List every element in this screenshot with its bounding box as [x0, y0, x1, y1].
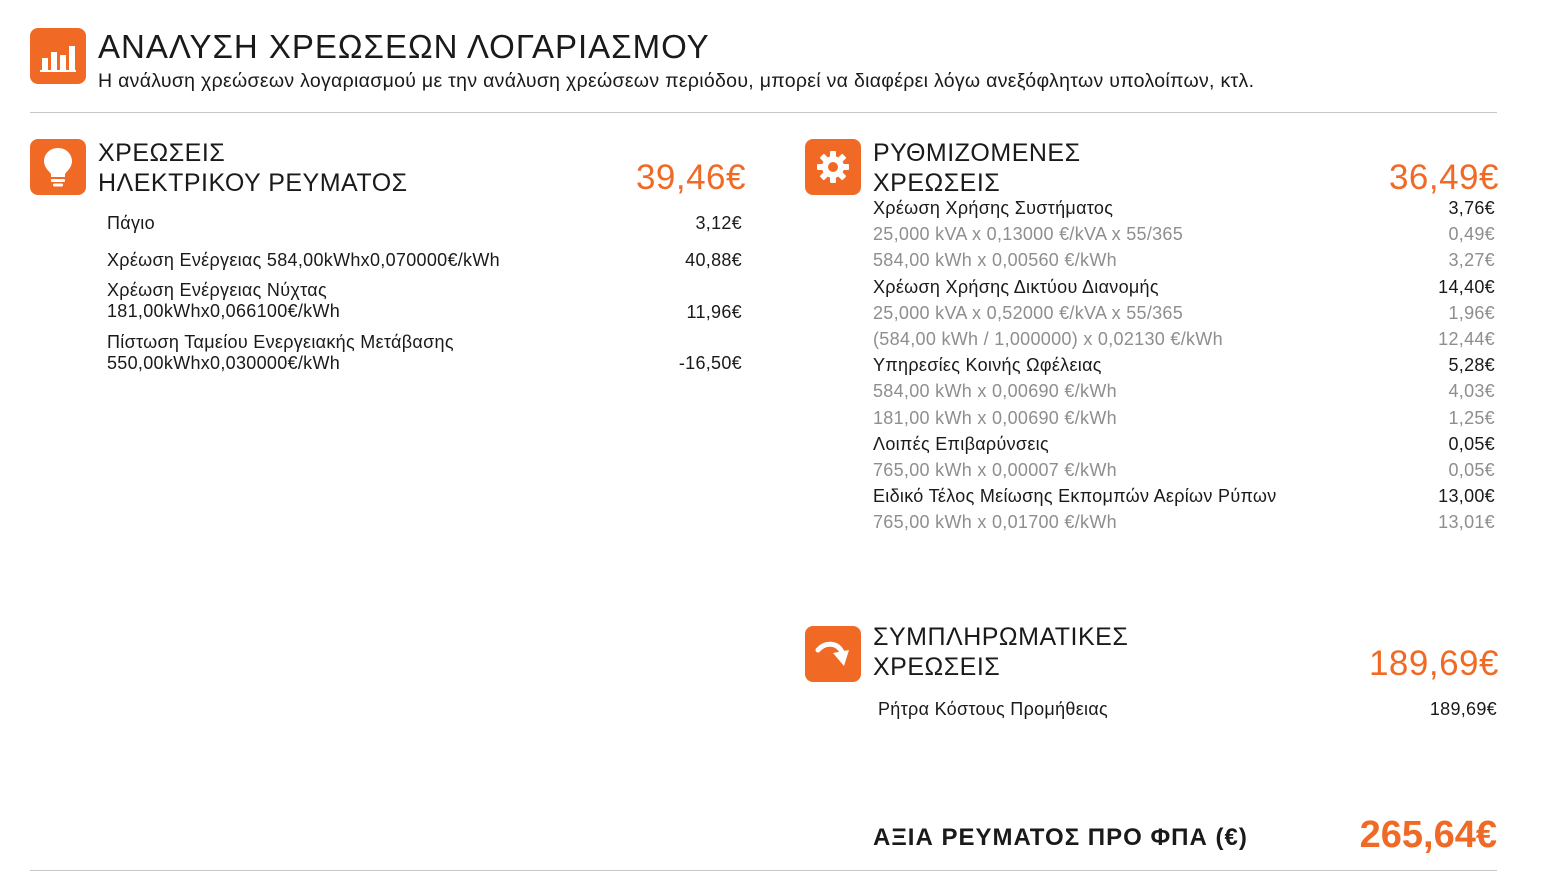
electricity-item-amount: 3,12€: [695, 213, 742, 233]
electricity-item-label: [107, 280, 340, 322]
electricity-section-title: [98, 138, 408, 198]
regulated-charge-label: Λοιπές Επιβαρύνσεις: [873, 434, 1049, 454]
regulated-subcharge-amount: 12,44€: [1438, 329, 1495, 349]
regulated-subcharge-amount: 3,27€: [1448, 250, 1495, 270]
supplementary-total: 189,69€: [1368, 644, 1499, 683]
electricity-item-label-line1: Πίστωση Ταμείου Ενεργειακής Μετάβασης: [107, 332, 454, 352]
regulated-charge-label: Ειδικό Τέλος Μείωσης Εκπομπών Αερίων Ρύπων: [873, 486, 1277, 506]
electricity-item-label: Πάγιο: [107, 213, 155, 233]
regulated-title-line1: ΡΥΘΜΙΖΟΜΕΝΕΣ: [873, 139, 1081, 167]
supplementary-item-label: Ρήτρα Κόστους Προμήθειας: [878, 699, 1109, 719]
supplementary-item-amount: 189,69€: [1429, 699, 1497, 719]
regulated-subcharge-label: (584,00 kWh / 1,000000) x 0,02130 €/kWh: [873, 329, 1223, 349]
regulated-charge-amount: 13,00€: [1438, 486, 1495, 506]
regulated-subcharge-amount: 1,96€: [1448, 303, 1495, 323]
supplementary-section-title: [873, 622, 1128, 682]
electricity-item-label: [107, 332, 454, 374]
regulated-subcharge-amount: 1,25€: [1448, 408, 1495, 428]
regulated-subcharge-amount: 0,05€: [1448, 460, 1495, 480]
regulated-subcharge-amount: 13,01€: [1438, 512, 1495, 532]
electricity-item-label: Χρέωση Ενέργειας 584,00kWhx0,070000€/kWh: [107, 250, 500, 270]
grand-total-label: ΑΞΙΑ ΡΕΥΜΑΤΟΣ ΠΡΟ ΦΠΑ (€): [873, 824, 1248, 851]
grand-total-amount: 265,64€: [1359, 814, 1497, 856]
regulated-charge-amount: 5,28€: [1448, 355, 1495, 375]
regulated-subcharge-amount: 4,03€: [1448, 381, 1495, 401]
regulated-charge-label: Χρέωση Χρήσης Δικτύου Διανομής: [873, 277, 1159, 297]
supplementary-title-line1: ΣΥΜΠΛΗΡΩΜΑΤΙΚΕΣ: [873, 623, 1129, 651]
supplementary-title-line2: ΧΡΕΩΣΕΙΣ: [873, 653, 1001, 681]
regulated-charge-amount: 0,05€: [1448, 434, 1495, 454]
electricity-item-label-line1: Χρέωση Ενέργειας Νύχτας: [107, 280, 327, 300]
page-subtitle: Η ανάλυση χρεώσεων λογαριασμού με την ανάλυση χρεώσεων περιόδου, μπορεί να διαφέρει λόγω ανεξόφλητων υπολοίπων, κτλ.: [98, 70, 1255, 92]
electricity-item-label-line2: 181,00kWhx0,066100€/kWh: [107, 301, 341, 321]
electricity-item-label-line2: 550,00kWhx0,030000€/kWh: [107, 353, 341, 373]
regulated-title-line2: ΧΡΕΩΣΕΙΣ: [873, 169, 1001, 197]
regulated-subcharge-amount: 0,49€: [1448, 224, 1495, 244]
lightbulb-icon: [30, 139, 86, 195]
regulated-subcharge-label: 765,00 kWh x 0,00007 €/kWh: [873, 460, 1117, 480]
regulated-charge-amount: 14,40€: [1438, 277, 1495, 297]
curved-arrow-icon: [805, 626, 861, 682]
regulated-subcharge-label: 765,00 kWh x 0,01700 €/kWh: [873, 512, 1117, 532]
regulated-section-title: [873, 138, 1081, 198]
page-title: ΑΝΑΛΥΣΗ ΧΡΕΩΣΕΩΝ ΛΟΓΑΡΙΑΣΜΟΥ: [98, 28, 710, 65]
regulated-total: 36,49€: [1388, 158, 1499, 197]
electricity-total: 39,46€: [635, 158, 746, 197]
regulated-subcharge-label: 584,00 kWh x 0,00560 €/kWh: [873, 250, 1117, 270]
bottom-divider: [30, 870, 1497, 871]
electricity-item-amount: 40,88€: [685, 250, 742, 270]
regulated-subcharge-label: 25,000 kVA x 0,52000 €/kVA x 55/365: [873, 303, 1184, 323]
electricity-item-amount: 11,96€: [686, 302, 742, 322]
electricity-title-line1: ΧΡΕΩΣΕΙΣ: [98, 139, 226, 167]
regulated-charge-label: Υπηρεσίες Κοινής Ωφέλειας: [873, 355, 1102, 375]
electricity-title-line2: ΗΛΕΚΤΡΙΚΟΥ ΡΕΥΜΑΤΟΣ: [98, 169, 408, 197]
bar-chart-icon: [30, 28, 86, 84]
top-divider: [30, 112, 1497, 113]
regulated-subcharge-label: 181,00 kWh x 0,00690 €/kWh: [873, 408, 1117, 428]
electricity-item-amount: -16,50€: [678, 353, 742, 373]
regulated-charge-amount: 3,76€: [1448, 198, 1495, 218]
gear-icon: [805, 139, 861, 195]
regulated-subcharge-label: 25,000 kVA x 0,13000 €/kVA x 55/365: [873, 224, 1184, 244]
regulated-charge-label: Χρέωση Χρήσης Συστήματος: [873, 198, 1114, 218]
regulated-subcharge-label: 584,00 kWh x 0,00690 €/kWh: [873, 381, 1117, 401]
